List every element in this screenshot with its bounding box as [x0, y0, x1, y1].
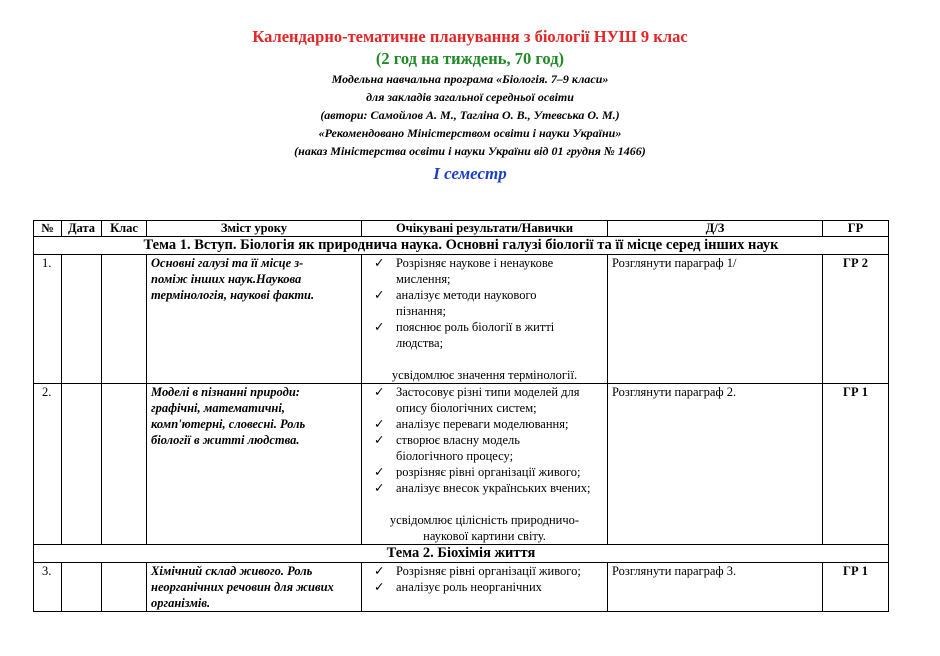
result-item — [364, 319, 605, 351]
result-item — [364, 416, 605, 432]
planning-table — [33, 220, 889, 612]
lesson-content-line: неорганічних речовин для живих — [151, 580, 334, 594]
lesson-group: ГР 2 — [823, 255, 889, 384]
order-line: (наказ Міністерства освіти і науки України від 01 грудня № 1466) — [294, 144, 646, 158]
result-text-line: пізнання; — [396, 304, 446, 318]
lesson-results — [362, 563, 608, 612]
checkmark-icon: ✓ — [374, 465, 385, 479]
result-text-line: Розрізняє наукове і ненаукове — [396, 256, 554, 270]
table-row — [34, 255, 889, 384]
results-spacer — [364, 496, 605, 512]
topic-row — [34, 545, 889, 563]
result-text-line: аналізує внесок українських вчених; — [396, 481, 591, 495]
lesson-results — [362, 255, 608, 384]
result-item — [364, 384, 605, 416]
lesson-content-line: Основні галузі та її місце з- — [151, 256, 304, 270]
col-header-group: ГР — [823, 221, 889, 237]
lesson-number: 1. — [34, 255, 62, 384]
lesson-homework: Розглянути параграф 1/ — [608, 255, 823, 384]
lesson-group: ГР 1 — [823, 384, 889, 545]
checkmark-icon: ✓ — [374, 385, 385, 399]
lesson-content — [147, 563, 362, 612]
semester-heading: І семестр — [433, 164, 507, 183]
lesson-class — [102, 255, 147, 384]
results-spacer — [364, 351, 605, 367]
summary-line: наукової картини світу. — [423, 529, 546, 543]
col-header-number: № — [34, 221, 62, 237]
recommendation-line: «Рекомендовано Міністерством освіти і науки України» — [318, 126, 622, 140]
results-list — [364, 563, 605, 595]
lesson-class — [102, 384, 147, 545]
lesson-content-line: термінологія, наукові факти. — [151, 288, 315, 302]
result-text-line: людства; — [396, 336, 444, 350]
lesson-content-line: поміж інших наук.Наукова — [151, 272, 302, 286]
result-text-line: Застосовує різні типи моделей для — [396, 385, 580, 399]
lesson-date — [62, 255, 102, 384]
results-list — [364, 384, 605, 496]
result-item — [364, 287, 605, 319]
lesson-content-line: Хімічний склад живого. Роль — [151, 564, 313, 578]
result-item — [364, 464, 605, 480]
checkmark-icon: ✓ — [374, 481, 385, 495]
results-summary — [364, 512, 605, 544]
result-text-line: пояснює роль біології в житті — [396, 320, 555, 334]
result-text-line: розрізняє рівні організації живого; — [396, 465, 581, 479]
col-header-results: Очікувані результати/Навички — [362, 221, 608, 237]
topic-title: Тема 1. Вступ. Біологія як природнича наука. Основні галузі біології та її місце серед інших наук — [34, 237, 889, 255]
col-header-class: Клас — [102, 221, 147, 237]
col-header-homework: Д/З — [608, 221, 823, 237]
document-header — [0, 26, 940, 186]
lesson-content-line: комп'ютерні, словесні. Роль — [151, 417, 306, 431]
result-item — [364, 432, 605, 464]
col-header-date: Дата — [62, 221, 102, 237]
result-item — [364, 480, 605, 496]
topic-row — [34, 237, 889, 255]
document-title: Календарно-тематичне планування з біології НУШ 9 клас — [252, 27, 688, 46]
result-text-line: створює власну модель — [396, 433, 520, 447]
lesson-homework: Розглянути параграф 2. — [608, 384, 823, 545]
lesson-number: 2. — [34, 384, 62, 545]
lesson-content — [147, 384, 362, 545]
results-summary — [364, 367, 605, 383]
lesson-content-line: графічні, математичні, — [151, 401, 285, 415]
checkmark-icon: ✓ — [374, 288, 385, 302]
lesson-group: ГР 1 — [823, 563, 889, 612]
lesson-date — [62, 384, 102, 545]
lesson-homework: Розглянути параграф 3. — [608, 563, 823, 612]
result-text-line: біологічного процесу; — [396, 449, 514, 463]
result-item — [364, 563, 605, 579]
checkmark-icon: ✓ — [374, 417, 385, 431]
result-text-line: аналізує роль неорганічних — [396, 580, 542, 594]
checkmark-icon: ✓ — [374, 580, 385, 594]
result-item — [364, 579, 605, 595]
result-text-line: аналізує переваги моделювання; — [396, 417, 569, 431]
lesson-content-line: біології в житті людства. — [151, 433, 300, 447]
topic-title: Тема 2. Біохімія життя — [34, 545, 889, 563]
authors-line: (автори: Самойлов А. М., Тагліна О. В., Утевська О. М.) — [320, 108, 620, 122]
result-text-line: опису біологічних систем; — [396, 401, 537, 415]
document-subtitle: (2 год на тиждень, 70 год) — [375, 49, 565, 68]
result-text-line: мислення; — [396, 272, 451, 286]
checkmark-icon: ✓ — [374, 433, 385, 447]
col-header-lesson-content: Зміст уроку — [147, 221, 362, 237]
lesson-number: 3. — [34, 563, 62, 612]
lesson-content — [147, 255, 362, 384]
table-header-row — [34, 221, 889, 237]
program-line: для закладів загальної середньої освіти — [366, 90, 574, 104]
program-line: Модельна навчальна програма «Біологія. 7–9 класи» — [331, 72, 609, 86]
table-row — [34, 384, 889, 545]
checkmark-icon: ✓ — [374, 256, 385, 270]
lesson-results — [362, 384, 608, 545]
results-list — [364, 255, 605, 351]
lesson-content-line: Моделі в пізнанні природи: — [151, 385, 300, 399]
summary-line: усвідомлює значення термінології. — [391, 368, 578, 382]
result-text-line: аналізує методи наукового — [396, 288, 537, 302]
lesson-class — [102, 563, 147, 612]
summary-line: усвідомлює цілісність природничо- — [389, 513, 580, 527]
checkmark-icon: ✓ — [374, 564, 385, 578]
lesson-date — [62, 563, 102, 612]
lesson-content-line: організмів. — [151, 596, 211, 610]
table-row — [34, 563, 889, 612]
result-item — [364, 255, 605, 287]
result-text-line: Розрізняє рівні організації живого; — [396, 564, 581, 578]
checkmark-icon: ✓ — [374, 320, 385, 334]
